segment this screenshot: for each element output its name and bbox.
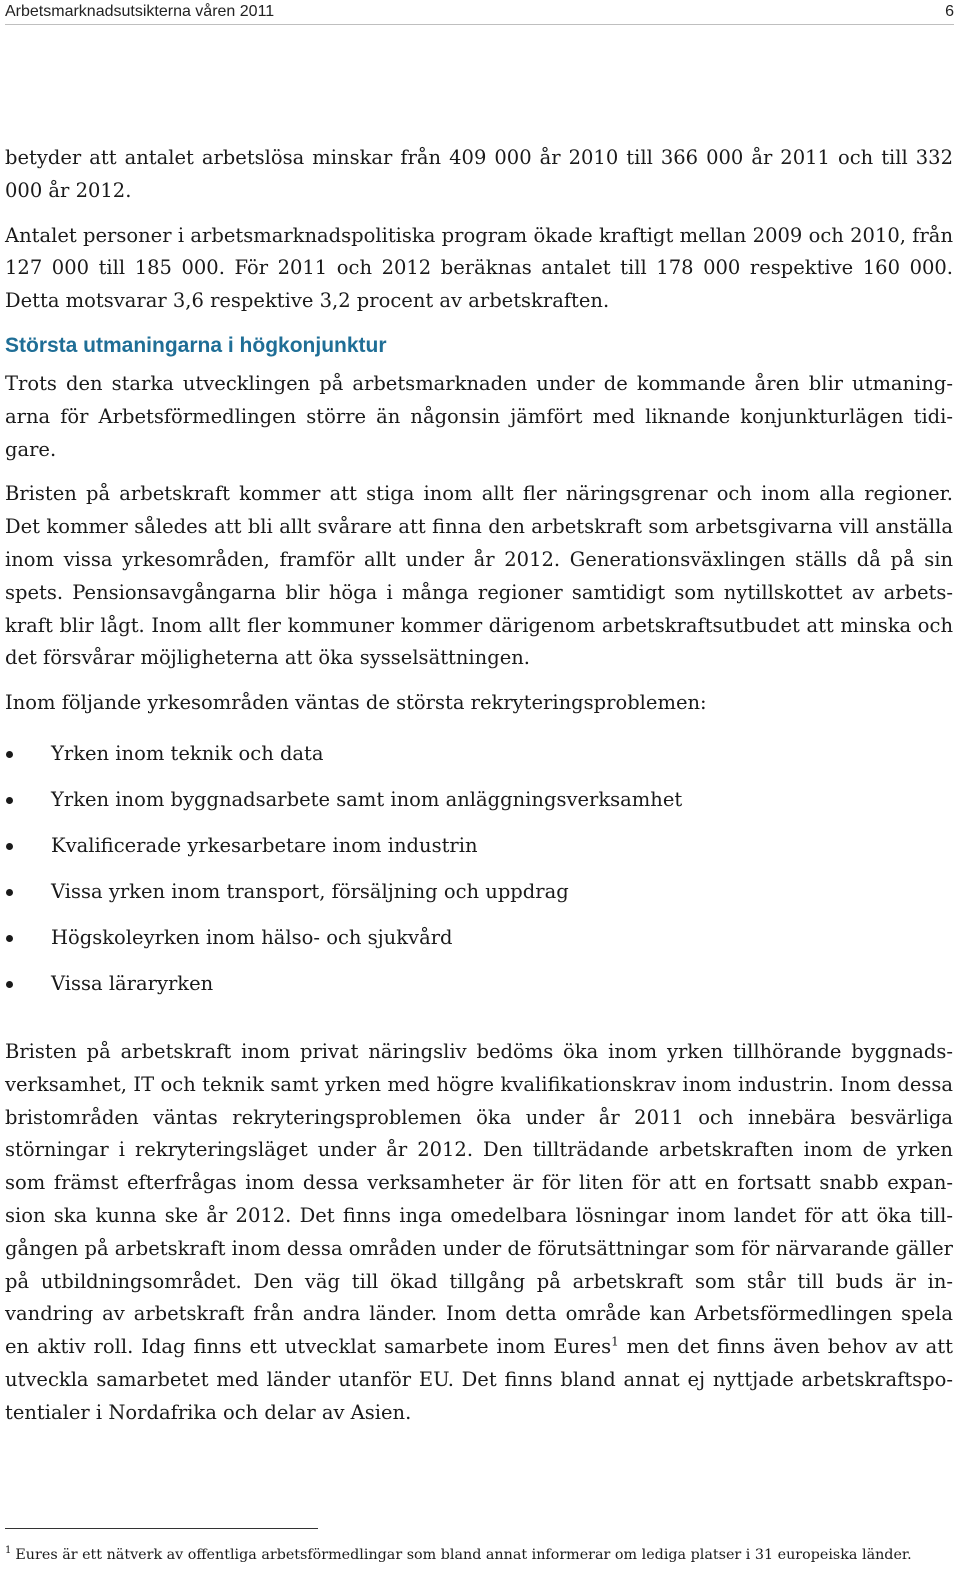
- list-item: Högskoleyrken inom hälso- och sjukvård: [5, 922, 953, 968]
- bullet-icon: [6, 981, 13, 988]
- list-item: Vissa läraryrken: [5, 968, 953, 1014]
- paragraph-challenges: Trots den starka utvecklingen på arbetsmarknaden under de kommande åren blir utmaningarna för Arbetsförmedlingen större än någonsin jämfört med liknande konjunkturlägen tidigare.: [5, 371, 953, 461]
- body-text: [5, 142, 953, 1430]
- footnote-reference[interactable]: 1: [611, 1334, 619, 1349]
- footnote-divider: [5, 1528, 318, 1529]
- footnote-marker: 1: [5, 1545, 12, 1557]
- bullet-icon: [6, 843, 13, 850]
- list-item: Vissa yrken inom transport, försäljning och uppdrag: [5, 876, 953, 922]
- footnote-text: Eures är ett nätverk av offentliga arbetsförmedlingar som bland annat informerar om lediga platser i 31 europeiska länder.: [15, 1547, 912, 1563]
- bullet-icon: [6, 751, 13, 758]
- paragraph-unemployment: betyder att antalet arbetslösa minskar från 409 000 år 2010 till 366 000 år 2011 och till 332 000 år 2012.: [5, 146, 953, 202]
- bullet-icon: [6, 797, 13, 804]
- paragraph-list-intro: Inom följande yrkesområden väntas de största rekryteringsproblemen:: [5, 691, 707, 715]
- paragraph-programs: Antalet personer i arbetsmarknadspolitiska program ökade kraftigt mellan 2009 och 2010, från 127 000 till 185 000. För 2011 och 2012 beräknas antalet till 178 000 respektive 160 000. Detta motsvarar 3,6 respektive 3,2 procent av arbetskraften.: [5, 223, 953, 313]
- list-item: Kvalificerade yrkesarbetare inom industrin: [5, 830, 953, 876]
- page-header: [5, 1, 954, 25]
- bullet-icon: [6, 935, 13, 942]
- bullet-icon: [6, 889, 13, 896]
- paragraph-labour-shortage: Bristen på arbetskraft kommer att stiga inom allt fler näringsgrenar och inom alla regioner. Det kommer således att bli allt svårare att finna den arbetskraft som arbetsgivarna vill anställa inom vissa yrkesområden, framför allt under år 2012. Generationsväxlingen ställs då på sin spets. Pensionsavgångarna blir höga i många regioner samtidigt som nytillskottet av arbetskraft blir lågt. Inom allt fler kommuner kommer därigenom arbetskraftsutbudet att minska och det försvårar möjligheterna att öka sysselsättningen.: [5, 482, 953, 670]
- list-item: Yrken inom byggnadsarbete samt inom anläggningsverksamhet: [5, 784, 953, 830]
- paragraph-private-sector: Bristen på arbetskraft inom privat näringsliv bedöms öka inom yrken tillhörande byggnadsverksamhet, IT och teknik samt yrken med högre kvalifikationskrav inom industrin. Inom dessa bristområden väntas rekryteringsproblemen öka under år 2011 och innebära besvärliga störningar i rekryteringsläget under år 2012. Den tillträdande arbetskraften inom de yrken som främst efterfrågas inom dessa verksamheter är för liten för att en fortsatt snabb expansion ska kunna ske år 2012. Det finns inga omedelbara lösningar inom landet för att öka tillgången på arbetskraft inom dessa områden under de förutsättningar som för närvarande gäller på utbildningsområdet. Den väg till ökad tillgång på arbetskraft som står till buds är invandring av arbetskraft från andra länder. Inom detta område kan Arbetsförmedlingen spela en aktiv roll. Idag finns ett utvecklat samarbete inom Eures$^1$ men det finns även behov av att utveckla samarbetet med länder utanför EU. Det finns bland annat ej nyttjade arbetskraftspotentialer i Nordafrika och delar av Asien.: [5, 1039, 953, 1424]
- list-item: Yrken inom teknik och data: [5, 738, 953, 784]
- footnote: [5, 1545, 955, 1565]
- bullet-list: [5, 738, 953, 1014]
- page-number: 6: [945, 3, 954, 20]
- header-title: Arbetsmarknadsutsikterna våren 2011: [5, 3, 275, 20]
- section-heading: Största utmaningarna i högkonjunktur: [5, 333, 387, 357]
